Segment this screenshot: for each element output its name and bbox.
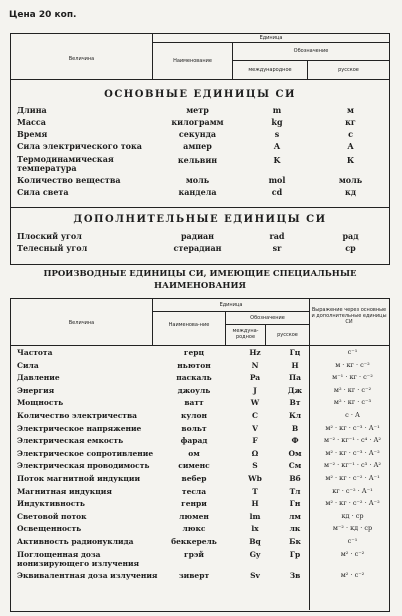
international-symbol-cell: J	[253, 385, 257, 395]
quantity-cell: Энергия	[17, 385, 55, 395]
expression-cell: м² · с⁻²	[340, 549, 365, 558]
unit-name-cell: моль	[185, 175, 210, 185]
expression-cell: м · кг · с⁻²	[335, 360, 370, 369]
quantity-cell: Световой поток	[17, 511, 87, 521]
international-symbol-cell: Bq	[249, 537, 261, 546]
quantity-cell: Поток магнитной индукции	[17, 474, 141, 483]
international-symbol-cell: N	[251, 360, 259, 370]
table-row	[10, 474, 390, 485]
table-row	[10, 386, 390, 397]
table-row	[10, 117, 390, 129]
unit-name-cell: грэй	[184, 549, 204, 559]
expression-cell: с⁻¹	[347, 537, 358, 545]
quantity-cell: Освещенность	[17, 524, 82, 534]
derived-header-expression: Выражение через основные и дополнительные единицы СИ	[311, 307, 387, 325]
expression-cell: м⁻² · кг⁻¹ · с⁴ · А²	[324, 436, 381, 445]
quantity-cell: Эквивалентная доза излучения	[17, 570, 158, 580]
quantity-cell: Количество электричества	[17, 411, 138, 420]
russian-symbol-cell: лм	[289, 511, 301, 521]
expression-cell: м² · кг · с⁻² · А⁻²	[325, 499, 380, 508]
expression-cell: м² · кг · с⁻²	[333, 385, 372, 394]
unit-name-cell: килограмм	[171, 117, 224, 127]
unit-name-cell: герц	[183, 348, 205, 357]
international-symbol-cell: s	[274, 129, 280, 139]
unit-name-cell: люкс	[182, 524, 206, 534]
table-row	[10, 487, 390, 498]
russian-symbol-cell: В	[291, 423, 299, 433]
international-symbol-cell: Sv	[250, 570, 260, 580]
international-symbol-cell: F	[252, 436, 258, 446]
price-label: Цена 20 коп.	[9, 10, 77, 20]
international-symbol-cell: W	[250, 398, 260, 408]
table-row	[10, 499, 390, 510]
table-row	[10, 461, 390, 472]
unit-name-cell: радиан	[180, 231, 215, 241]
unit-name-cell: ом	[188, 448, 200, 458]
quantity-cell: Электрическое напряжение	[17, 423, 142, 433]
russian-symbol-cell: Бк	[289, 537, 301, 546]
international-symbol-cell: C	[252, 411, 258, 420]
quantity-cell: Количество вещества	[17, 175, 121, 185]
table-row	[10, 175, 390, 187]
quantity-cell: Термодинамическая температура	[17, 154, 114, 173]
expression-cell: м⁻¹ · кг · с⁻²	[332, 373, 373, 382]
derived-header-unit: Единица	[219, 302, 243, 308]
international-symbol-cell: Hz	[249, 348, 261, 357]
russian-symbol-cell: Вб	[289, 474, 301, 483]
quantity-cell: Время	[17, 129, 48, 139]
derived-header-designation: Обозначение	[250, 315, 285, 321]
russian-symbol-cell: Зв	[289, 570, 301, 580]
unit-name-cell: ампер	[183, 141, 212, 151]
table-row	[10, 424, 390, 435]
russian-symbol-cell: рад	[342, 231, 359, 241]
russian-symbol-cell: ср	[345, 243, 356, 253]
table-row	[10, 361, 390, 372]
russian-symbol-cell: Ом	[288, 448, 302, 458]
russian-symbol-cell: А	[347, 141, 354, 151]
table-row	[10, 537, 390, 548]
unit-name-cell: фарад	[180, 436, 208, 446]
russian-symbol-cell: Ф	[291, 436, 299, 446]
unit-name-cell: кельвин	[177, 155, 218, 165]
unit-name-cell: люмен	[179, 511, 209, 521]
quantity-cell: Сила	[17, 360, 39, 370]
quantity-cell: Сила электрического тока	[17, 141, 142, 151]
international-symbol-cell: lx	[251, 524, 259, 534]
header-russian: русское	[338, 67, 359, 73]
russian-symbol-cell: К	[346, 155, 355, 165]
expression-cell: м² · кг · с⁻³	[333, 398, 372, 407]
expression-cell: м² · кг · с⁻² · А⁻¹	[325, 474, 380, 482]
expression-cell: с⁻¹	[347, 348, 358, 356]
table-row	[10, 129, 390, 141]
unit-name-cell: ньютон	[177, 360, 211, 370]
table-row	[10, 512, 390, 523]
unit-name-cell: вольт	[181, 423, 207, 433]
international-symbol-cell: sr	[272, 243, 282, 253]
expression-cell: м² · кг · с⁻³ · А⁻¹	[325, 423, 380, 432]
base-units-title: ОСНОВНЫЕ ЕДИНИЦЫ СИ	[104, 89, 296, 100]
russian-symbol-cell: Гн	[289, 499, 301, 509]
international-symbol-cell: rad	[269, 231, 285, 241]
russian-symbol-cell: Па	[289, 373, 301, 383]
expression-cell: м² · кг · с⁻³ · А⁻²	[325, 448, 380, 457]
derived-header-name: Наименова-ние	[168, 322, 210, 328]
international-symbol-cell: H	[251, 499, 259, 509]
quantity-cell: Мощность	[17, 398, 64, 408]
unit-name-cell: джоуль	[177, 385, 211, 395]
table-row	[10, 348, 390, 359]
international-symbol-cell: K	[273, 155, 281, 165]
unit-name-cell: сименс	[178, 461, 210, 471]
quantity-cell: Масса	[17, 117, 46, 127]
international-symbol-cell: V	[252, 423, 258, 433]
international-symbol-cell: mol	[268, 175, 286, 185]
russian-symbol-cell: Тл	[289, 486, 301, 496]
expression-cell: м⁻² · кд · ср	[332, 524, 373, 533]
unit-name-cell: стерадиан	[173, 243, 222, 253]
international-symbol-cell: Ω	[251, 448, 259, 458]
unit-name-cell: секунда	[178, 129, 217, 139]
header-quantity: Величина	[68, 56, 95, 62]
quantity-cell: Индуктивность	[17, 499, 86, 509]
header-designation: Обозначение	[293, 48, 329, 54]
russian-symbol-cell: кг	[345, 117, 356, 127]
international-symbol-cell: lm	[249, 511, 261, 521]
table-row	[10, 105, 390, 117]
quantity-cell: Магнитная индукция	[17, 486, 112, 496]
russian-symbol-cell: лк	[289, 524, 301, 534]
expression-cell: м⁻² · кг⁻¹ · с³ · А²	[324, 461, 381, 470]
quantity-cell: Электрическая емкость	[17, 436, 124, 446]
table-row	[10, 373, 390, 384]
table-row	[10, 398, 390, 409]
russian-symbol-cell: Гр	[289, 549, 301, 559]
unit-name-cell: паскаль	[176, 373, 212, 383]
header-international: международное	[248, 67, 292, 73]
international-symbol-cell: Wb	[248, 474, 262, 483]
table-row	[10, 411, 390, 422]
unit-name-cell: кандела	[178, 187, 217, 197]
header-name: Наименование	[173, 58, 212, 64]
russian-symbol-cell: Кл	[288, 411, 302, 420]
unit-name-cell: беккерель	[171, 537, 217, 546]
expression-cell: кг · с⁻² · А⁻¹	[332, 486, 373, 495]
russian-symbol-cell: моль	[338, 175, 363, 185]
international-symbol-cell: kg	[271, 117, 283, 127]
expression-cell: с · А	[345, 411, 360, 419]
russian-symbol-cell: кд	[344, 187, 357, 197]
table-row	[10, 524, 390, 535]
table-row	[10, 154, 390, 173]
international-symbol-cell: cd	[271, 187, 283, 197]
expression-cell: м² · с⁻²	[340, 570, 365, 579]
russian-symbol-cell: Дж	[287, 385, 303, 395]
international-symbol-cell: A	[273, 141, 281, 151]
international-symbol-cell: Pa	[249, 373, 261, 383]
derived-header-international: междуна-родное	[232, 328, 259, 340]
quantity-cell: Поглощенная доза ионизирующего излучения	[17, 549, 140, 568]
russian-symbol-cell: См	[288, 461, 302, 471]
quantity-cell: Сила света	[17, 187, 69, 197]
quantity-cell: Электрическая проводимость	[17, 461, 150, 471]
international-symbol-cell: T	[252, 486, 258, 496]
unit-name-cell: зиверт	[178, 570, 210, 580]
international-symbol-cell: S	[252, 461, 258, 471]
quantity-cell: Частота	[17, 348, 53, 357]
table-row	[10, 449, 390, 460]
header-unit: Единица	[259, 35, 283, 41]
quantity-cell: Плоский угол	[17, 231, 82, 241]
russian-symbol-cell: Вт	[289, 398, 301, 408]
unit-name-cell: генри	[181, 499, 207, 509]
unit-name-cell: метр	[186, 105, 209, 115]
international-symbol-cell: Gy	[249, 549, 261, 559]
unit-name-cell: ватт	[184, 398, 204, 408]
quantity-cell: Активность радионуклида	[17, 537, 134, 546]
international-symbol-cell: m	[272, 105, 282, 115]
supplementary-units-title: ДОПОЛНИТЕЛЬНЫЕ ЕДИНИЦЫ СИ	[73, 214, 327, 225]
unit-name-cell: вебер	[181, 474, 207, 483]
table-row	[10, 231, 390, 243]
table-row	[10, 243, 390, 255]
quantity-cell: Давление	[17, 373, 60, 383]
derived-units-title-line2: НАИМЕНОВАНИЯ	[154, 281, 246, 291]
quantity-cell: Длина	[17, 105, 47, 115]
unit-name-cell: тесла	[181, 486, 207, 496]
quantity-cell: Телесный угол	[17, 243, 88, 253]
table-row	[10, 187, 390, 199]
table-row	[10, 550, 390, 570]
table-row	[10, 141, 390, 153]
russian-symbol-cell: м	[347, 105, 354, 115]
table-row	[10, 571, 390, 582]
expression-cell: кд · ср	[341, 511, 364, 520]
russian-symbol-cell: Н	[291, 360, 299, 370]
derived-header-russian: русское	[277, 332, 298, 338]
russian-symbol-cell: Гц	[289, 348, 301, 357]
russian-symbol-cell: с	[348, 129, 353, 139]
table-row	[10, 436, 390, 447]
derived-header-quantity: Величина	[68, 320, 95, 326]
derived-units-title-line1: ПРОИЗВОДНЫЕ ЕДИНИЦЫ СИ, ИМЕЮЩИЕ СПЕЦИАЛЬНЫЕ	[43, 269, 357, 279]
unit-name-cell: кулон	[181, 411, 207, 420]
quantity-cell: Электрическое сопротивление	[17, 448, 154, 458]
